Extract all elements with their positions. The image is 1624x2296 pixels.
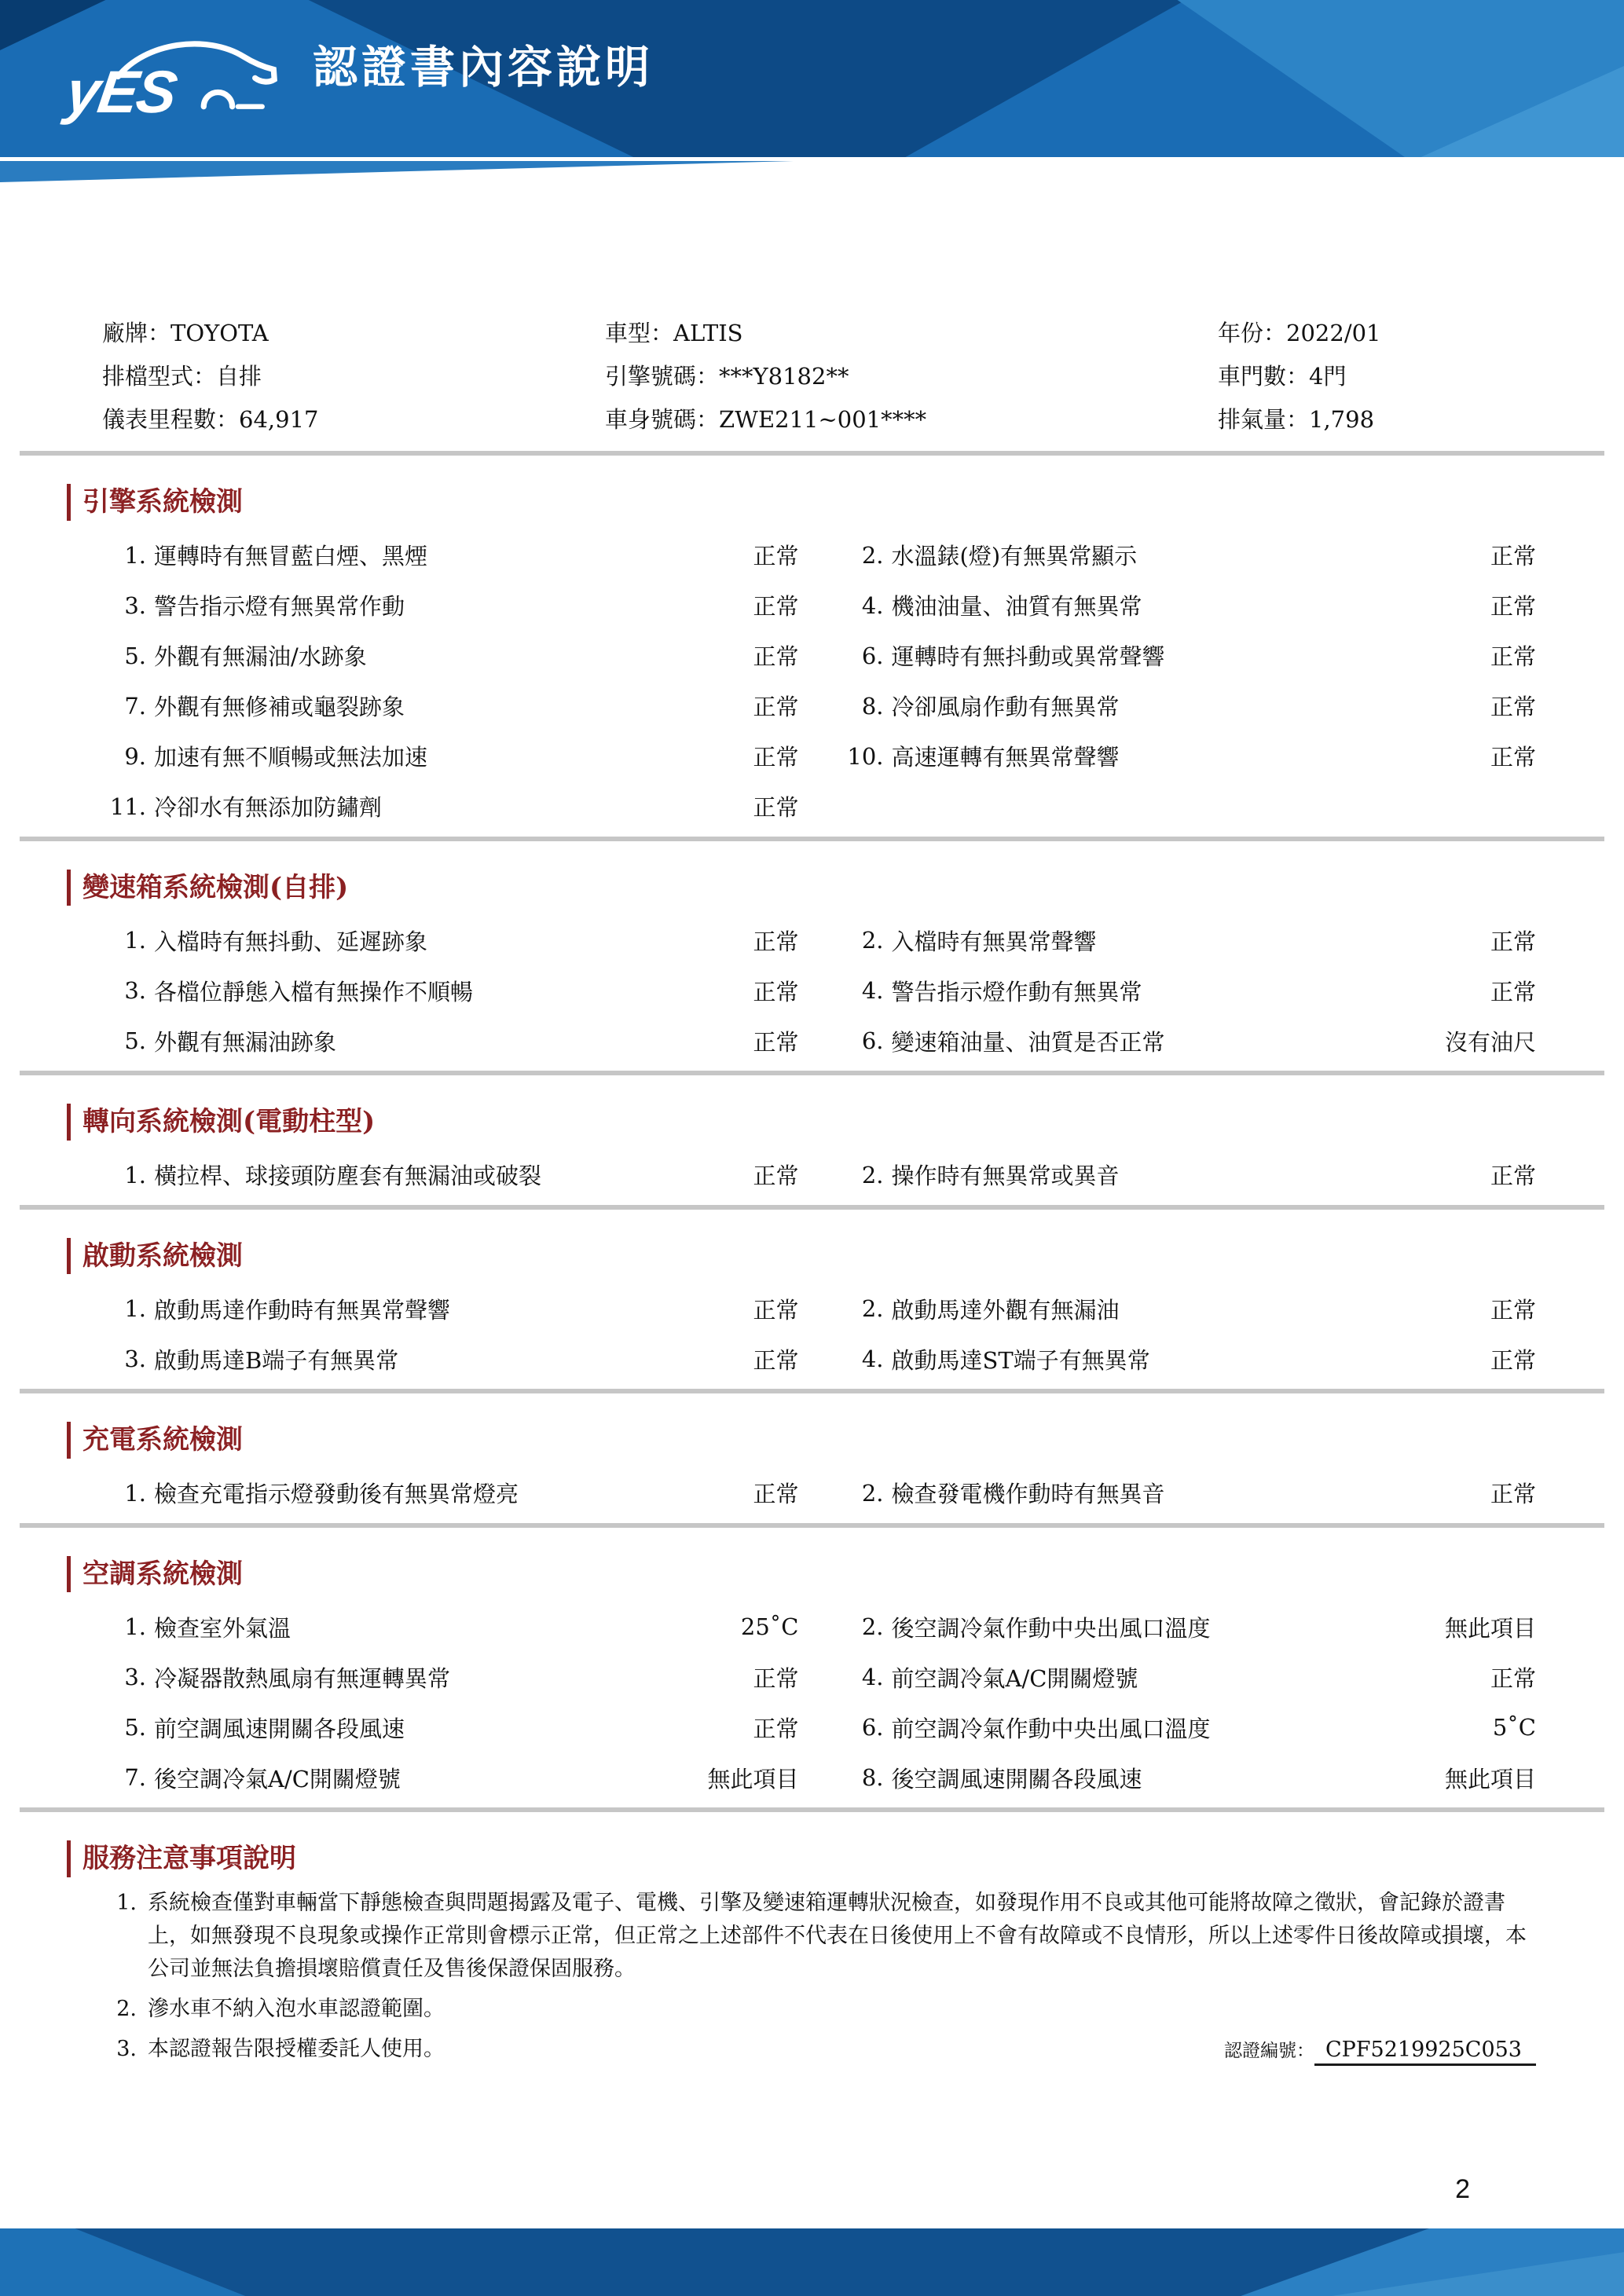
separator — [20, 1523, 1604, 1528]
item-label: 檢查充電指示燈發動後有無異常燈亮 — [154, 1481, 519, 1507]
item-number: 1. — [124, 1613, 146, 1640]
vehicle-field — [1218, 364, 1536, 389]
section-title: 轉向系統檢測(電動柱型) — [67, 1104, 1536, 1141]
vehicle-field — [605, 364, 1218, 389]
vehicle-field-label: 車身號碼： — [605, 406, 720, 433]
vehicle-field — [605, 320, 1218, 346]
item-number: 3. — [124, 1664, 146, 1690]
item-result: 正常 — [1490, 744, 1536, 771]
item-result: 正常 — [1490, 1481, 1536, 1507]
item-label: 警告指示燈作動有無異常 — [891, 978, 1142, 1005]
section-items — [102, 1283, 1536, 1384]
item-label: 前空調風速開關各段風速 — [154, 1715, 405, 1742]
item-label: 冷卻風扇作動有無異常 — [891, 694, 1120, 720]
vehicle-field-value: 64,917 — [239, 406, 319, 433]
vehicle-field-value: TOYOTA — [170, 320, 269, 346]
item-number: 4. — [861, 977, 884, 1004]
item-label: 後空調風速開關各段風速 — [891, 1765, 1142, 1792]
inspection-item — [102, 731, 799, 782]
footer-dark-shape — [0, 2228, 1624, 2296]
item-label: 檢查室外氣溫 — [154, 1614, 291, 1642]
inspection-section — [82, 484, 1536, 841]
item-label: 冷凝器散熱風扇有無運轉異常 — [154, 1664, 451, 1692]
item-result: 正常 — [753, 593, 799, 620]
item-label: 運轉時有無抖動或異常聲響 — [891, 643, 1165, 670]
item-number: 11. — [109, 793, 146, 820]
vehicle-field-label: 車型： — [605, 320, 674, 346]
item-number: 1. — [124, 541, 146, 569]
item-label: 水溫錶(燈)有無異常顯示 — [891, 543, 1138, 569]
item-label: 前空調冷氣作動中央出風口溫度 — [891, 1715, 1211, 1742]
inspection-item — [840, 731, 1537, 782]
item-result: 無此項目 — [707, 1765, 799, 1792]
vehicle-field-label: 車門數： — [1218, 363, 1310, 390]
inspection-item — [840, 1652, 1537, 1702]
section-title: 空調系統檢測 — [67, 1556, 1536, 1593]
item-result: 沒有油尺 — [1444, 1028, 1536, 1056]
item-number: 8. — [861, 1764, 884, 1791]
item-label: 啟動馬達B端子有無異常 — [154, 1346, 399, 1374]
inspection-item — [840, 1702, 1537, 1752]
inspection-item — [102, 681, 799, 731]
item-number: 3. — [124, 977, 146, 1004]
inspection-item — [840, 1468, 1537, 1518]
item-number: 6. — [861, 1714, 884, 1741]
section-items — [102, 1468, 1536, 1518]
section-title: 服務注意事項說明 — [67, 1840, 1536, 1877]
item-label: 啟動馬達作動時有無異常聲響 — [154, 1296, 451, 1324]
item-label: 各檔位靜態入檔有無操作不順暢 — [154, 978, 474, 1005]
inspection-section — [82, 1422, 1536, 1528]
item-number: 1. — [124, 1161, 146, 1188]
inspection-item — [102, 1334, 799, 1384]
item-label: 冷卻水有無添加防鏽劑 — [154, 794, 383, 821]
inspection-section — [82, 1556, 1536, 1813]
item-label: 檢查發電機作動時有無異音 — [891, 1481, 1165, 1507]
item-number: 3. — [124, 591, 146, 619]
inspection-item — [840, 1752, 1537, 1803]
item-label: 橫拉桿、球接頭防塵套有無漏油或破裂 — [154, 1163, 542, 1189]
item-result: 正常 — [1490, 643, 1536, 670]
item-result: 正常 — [753, 1028, 799, 1056]
page-number: 2 — [1455, 2174, 1470, 2204]
vehicle-field-label: 排檔型式： — [102, 363, 217, 390]
item-label: 操作時有無異常或異音 — [891, 1163, 1120, 1189]
section-title: 充電系統檢測 — [67, 1422, 1536, 1459]
inspection-item — [102, 1468, 799, 1518]
service-note — [102, 1993, 1536, 2026]
item-number: 3. — [124, 1346, 146, 1372]
inspection-item — [102, 580, 799, 631]
service-notes — [102, 1887, 1536, 2066]
car-outline-icon — [112, 25, 284, 121]
note-number: 2. — [116, 1996, 137, 2021]
item-number: 1. — [124, 1295, 146, 1322]
inspection-item — [840, 915, 1537, 965]
item-label: 後空調冷氣A/C開關燈號 — [154, 1765, 401, 1792]
item-label: 運轉時有無冒藍白煙、黑煙 — [154, 543, 428, 569]
inspection-item — [840, 580, 1537, 631]
inspection-item — [102, 631, 799, 681]
yes-logo — [62, 27, 302, 130]
section-items — [102, 1150, 1536, 1200]
item-label: 前空調冷氣A/C開關燈號 — [891, 1664, 1138, 1692]
item-number: 2. — [861, 1161, 884, 1188]
inspection-section — [82, 870, 1536, 1076]
item-result: 正常 — [753, 1715, 799, 1742]
item-label: 啟動馬達ST端子有無異常 — [891, 1346, 1150, 1374]
separator — [20, 1205, 1604, 1210]
certificate-number-label: 認證編號： — [1223, 2040, 1314, 2061]
separator — [20, 1071, 1604, 1075]
item-result: 正常 — [1490, 1346, 1536, 1374]
inspection-item — [102, 1283, 799, 1334]
item-number: 1. — [124, 1479, 146, 1507]
vehicle-field — [102, 364, 605, 389]
item-number: 4. — [861, 1346, 884, 1372]
separator — [20, 1807, 1604, 1812]
section-items — [102, 1602, 1536, 1803]
certificate-number — [1224, 2038, 1536, 2066]
item-result: 無此項目 — [1444, 1614, 1536, 1642]
inspection-item — [102, 965, 799, 1016]
vehicle-field-label: 引擎號碼： — [605, 363, 720, 390]
item-label: 外觀有無漏油/水跡象 — [154, 643, 367, 670]
vehicle-field-label: 廠牌： — [102, 320, 171, 346]
header-band — [0, 0, 1624, 157]
inspection-item — [102, 530, 799, 580]
item-label: 外觀有無修補或龜裂跡象 — [154, 694, 405, 720]
inspection-item — [102, 1016, 799, 1066]
item-result: 正常 — [1490, 1296, 1536, 1324]
item-label: 警告指示燈有無異常作動 — [154, 593, 405, 620]
vehicle-field-value: ***Y8182** — [719, 363, 849, 390]
separator — [20, 451, 1604, 456]
vehicle-field-label: 年份： — [1218, 320, 1287, 346]
item-number: 2. — [861, 1295, 884, 1322]
item-number: 6. — [861, 642, 884, 669]
inspection-item — [840, 1283, 1537, 1334]
inspection-item — [840, 1602, 1537, 1652]
inspection-item — [102, 1702, 799, 1752]
inspection-item — [840, 1016, 1537, 1066]
item-result: 正常 — [753, 1163, 799, 1189]
note-text: 滲水車不納入泡水車認證範圍。 — [148, 1996, 445, 2021]
inspection-item — [840, 1150, 1537, 1200]
inspection-item — [102, 1752, 799, 1803]
item-result: 正常 — [1490, 1163, 1536, 1189]
item-result: 正常 — [753, 978, 799, 1005]
item-number: 8. — [861, 692, 884, 720]
header-accent-strip — [0, 161, 794, 182]
note-number: 1. — [116, 1890, 137, 1915]
vehicle-field-value: 2022/01 — [1286, 320, 1381, 346]
item-result: 正常 — [753, 1296, 799, 1324]
footer-band — [0, 2228, 1624, 2296]
item-label: 變速箱油量、油質是否正常 — [891, 1028, 1165, 1056]
inspection-item — [840, 1334, 1537, 1384]
item-number: 10. — [847, 742, 884, 770]
section-title: 引擎系統檢測 — [67, 484, 1536, 521]
inspection-item — [102, 1150, 799, 1200]
item-result: 正常 — [1490, 694, 1536, 720]
item-label: 外觀有無漏油跡象 — [154, 1028, 337, 1056]
item-result: 正常 — [753, 1481, 799, 1507]
note-text: 系統檢查僅對車輛當下靜態檢查與問題揭露及電子、電機、引擎及變速箱運轉狀況檢查，如發現作用不良或其他可能將故障之徵狀，會記錄於證書上，如無發現不良現象或操作正常則會標示正常，但正常之上述部件不代表在日後使用上不會有故障或不良情形，所以上述零件日後故障或損壞，本公司並無法負擔損壞賠償責任及售後保證保固服務。 — [148, 1890, 1527, 1981]
vehicle-field — [605, 407, 1218, 432]
item-label: 後空調冷氣作動中央出風口溫度 — [891, 1614, 1211, 1642]
vehicle-field-value: 自排 — [216, 363, 262, 390]
vehicle-field-value: ZWE211~001**** — [719, 406, 927, 433]
separator — [20, 1389, 1604, 1393]
item-result: 無此項目 — [1444, 1765, 1536, 1792]
item-result: 正常 — [753, 694, 799, 720]
vehicle-field — [102, 320, 605, 346]
vehicle-field-label: 儀表里程數： — [102, 406, 240, 433]
item-result: 正常 — [753, 643, 799, 670]
item-result: 正常 — [753, 744, 799, 771]
vehicle-field-label: 排氣量： — [1218, 406, 1310, 433]
vehicle-field — [1218, 407, 1536, 432]
inspection-section — [82, 1238, 1536, 1394]
note-number: 3. — [116, 2036, 137, 2061]
item-result: 正常 — [1490, 928, 1536, 955]
item-number: 2. — [861, 541, 884, 569]
item-number: 5. — [124, 1714, 146, 1741]
section-items — [102, 530, 1536, 832]
inspection-item — [102, 915, 799, 965]
vehicle-field — [1218, 320, 1536, 346]
inspection-item — [840, 530, 1537, 580]
inspection-item — [840, 965, 1537, 1016]
item-number: 6. — [861, 1027, 884, 1054]
certificate-number-value: CPF5219925C053 — [1314, 2038, 1536, 2066]
yes-logo-text: yES — [62, 59, 180, 126]
service-note — [102, 2033, 1536, 2066]
item-result: 正常 — [753, 794, 799, 821]
item-result: 25˚C — [740, 1613, 799, 1640]
item-result: 正常 — [1490, 1664, 1536, 1692]
note-text: 本認證報告限授權委託人使用。 — [148, 2036, 445, 2061]
item-label: 高速運轉有無異常聲響 — [891, 744, 1120, 771]
item-result: 正常 — [1490, 593, 1536, 620]
item-number: 4. — [861, 1664, 884, 1690]
service-notes-section — [82, 1840, 1536, 2066]
item-number: 4. — [861, 591, 884, 619]
item-result: 5˚C — [1492, 1714, 1536, 1741]
item-result: 正常 — [1490, 978, 1536, 1005]
item-result: 正常 — [753, 928, 799, 955]
item-label: 入檔時有無異常聲響 — [891, 928, 1097, 955]
service-note — [102, 1887, 1536, 1986]
content — [0, 182, 1624, 2066]
page-title: 認證書內容說明 — [313, 42, 654, 93]
vehicle-field-value: ALTIS — [673, 320, 743, 346]
item-label: 機油油量、油質有無異常 — [891, 593, 1142, 620]
item-number: 2. — [861, 1613, 884, 1640]
item-number: 7. — [124, 692, 146, 720]
item-label: 加速有無不順暢或無法加速 — [154, 744, 428, 771]
section-items — [102, 915, 1536, 1066]
item-result: 正常 — [1490, 543, 1536, 569]
item-label: 啟動馬達外觀有無漏油 — [891, 1296, 1120, 1324]
vehicle-field-value: 4門 — [1309, 363, 1347, 390]
item-number: 2. — [861, 927, 884, 954]
item-result: 正常 — [753, 1664, 799, 1692]
item-number: 2. — [861, 1479, 884, 1507]
vehicle-info-grid — [102, 320, 1536, 432]
section-title: 啟動系統檢測 — [67, 1238, 1536, 1275]
inspection-section — [82, 1104, 1536, 1210]
section-title: 變速箱系統檢測(自排) — [67, 870, 1536, 906]
vehicle-field-value: 1,798 — [1309, 406, 1375, 433]
inspection-item — [840, 681, 1537, 731]
item-result: 正常 — [753, 543, 799, 569]
item-label: 入檔時有無抖動、延遲跡象 — [154, 928, 428, 955]
item-number: 9. — [124, 742, 146, 770]
inspection-item — [102, 1602, 799, 1652]
inspection-item — [102, 1652, 799, 1702]
inspection-item — [840, 631, 1537, 681]
item-number: 1. — [124, 927, 146, 954]
inspection-item — [102, 782, 799, 832]
item-number: 7. — [124, 1764, 146, 1791]
inspection-sections — [82, 484, 1536, 1812]
vehicle-field — [102, 407, 605, 432]
item-number: 5. — [124, 642, 146, 669]
item-number: 5. — [124, 1027, 146, 1054]
item-result: 正常 — [753, 1346, 799, 1374]
separator — [20, 837, 1604, 841]
